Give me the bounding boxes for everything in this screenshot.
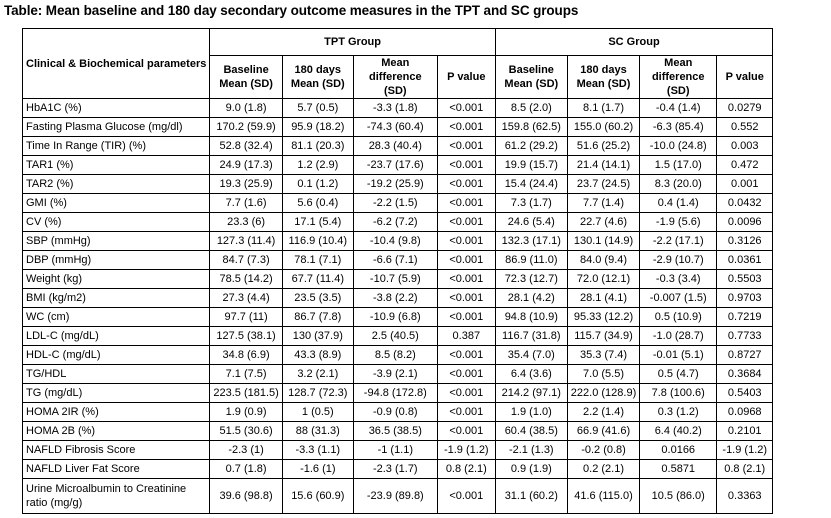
tpt-day180-cell: 15.6 (60.9): [282, 479, 353, 514]
sc-p-value-cell: -1.9 (1.2): [717, 441, 773, 460]
tpt-mean-diff-cell: 2.5 (40.5): [353, 327, 437, 346]
sc-p-value-cell: 0.0361: [717, 251, 773, 270]
tpt-mean-diff-cell: -10.9 (6.8): [353, 308, 437, 327]
sc-baseline-cell: 19.9 (15.7): [495, 156, 567, 175]
parameter-name: HOMA 2IR (%): [23, 403, 210, 422]
table-row: [23, 460, 773, 479]
sc-mean-diff-cell: -0.01 (5.1): [640, 346, 717, 365]
sc-mean-diff-cell: 6.4 (40.2): [640, 422, 717, 441]
parameter-name: LDL-C (mg/dL): [23, 327, 210, 346]
sc-mean-diff-header: Mean difference (SD): [640, 56, 717, 99]
sc-day180-cell: 115.7 (34.9): [567, 327, 639, 346]
tpt-baseline-cell: 84.7 (7.3): [210, 251, 282, 270]
sc-day180-cell: 7.0 (5.5): [567, 365, 639, 384]
tpt-baseline-cell: 39.6 (98.8): [210, 479, 282, 514]
table-title: Table: Mean baseline and 180 day secondary outcome measures in the TPT and SC groups: [4, 3, 579, 18]
sc-day180-cell: 21.4 (14.1): [567, 156, 639, 175]
tpt-mean-diff-cell: -10.7 (5.9): [353, 270, 437, 289]
tpt-p-value-cell: <0.001: [437, 384, 495, 403]
table-row: [23, 289, 773, 308]
sc-baseline-cell: 116.7 (31.8): [495, 327, 567, 346]
tpt-p-value-cell: <0.001: [437, 118, 495, 137]
sc-day180-cell: 130.1 (14.9): [567, 232, 639, 251]
tpt-baseline-cell: 23.3 (6): [210, 213, 282, 232]
parameter-name: NAFLD Liver Fat Score: [23, 460, 210, 479]
sc-pvalue-header: P value: [717, 56, 773, 99]
tpt-day180-cell: 0.1 (1.2): [282, 175, 353, 194]
sc-p-value-cell: 0.7733: [717, 327, 773, 346]
sc-baseline-cell: 0.9 (1.9): [495, 460, 567, 479]
sc-baseline-cell: 86.9 (11.0): [495, 251, 567, 270]
parameter-name: HOMA 2B (%): [23, 422, 210, 441]
tpt-day180-cell: 1.2 (2.9): [282, 156, 353, 175]
tpt-mean-diff-cell: 36.5 (38.5): [353, 422, 437, 441]
parameter-name: TAR2 (%): [23, 175, 210, 194]
tpt-mean-diff-cell: -74.3 (60.4): [353, 118, 437, 137]
sc-p-value-cell: 0.3684: [717, 365, 773, 384]
sc-180days-header: 180 days Mean (SD): [567, 56, 639, 99]
table-row: [23, 308, 773, 327]
tpt-day180-cell: 43.3 (8.9): [282, 346, 353, 365]
sc-baseline-cell: 15.4 (24.4): [495, 175, 567, 194]
sc-day180-cell: 95.33 (12.2): [567, 308, 639, 327]
tpt-day180-cell: 17.1 (5.4): [282, 213, 353, 232]
sc-p-value-cell: 0.5403: [717, 384, 773, 403]
tpt-mean-diff-cell: -94.8 (172.8): [353, 384, 437, 403]
sc-p-value-cell: 0.0432: [717, 194, 773, 213]
sc-mean-diff-cell: 0.5 (10.9): [640, 308, 717, 327]
sc-mean-diff-cell: 7.8 (100.6): [640, 384, 717, 403]
sc-mean-diff-cell: -1.0 (28.7): [640, 327, 717, 346]
sc-day180-cell: 8.1 (1.7): [567, 99, 639, 118]
tpt-baseline-cell: 51.5 (30.6): [210, 422, 282, 441]
tpt-baseline-cell: 24.9 (17.3): [210, 156, 282, 175]
tpt-baseline-header: Baseline Mean (SD): [210, 56, 282, 99]
sc-baseline-cell: 1.9 (1.0): [495, 403, 567, 422]
tpt-day180-cell: 95.9 (18.2): [282, 118, 353, 137]
tpt-baseline-cell: 97.7 (11): [210, 308, 282, 327]
sc-p-value-cell: 0.8 (2.1): [717, 460, 773, 479]
outcome-table: [22, 28, 773, 514]
tpt-baseline-cell: 52.8 (32.4): [210, 137, 282, 156]
sc-baseline-cell: 8.5 (2.0): [495, 99, 567, 118]
tpt-baseline-cell: 34.8 (6.9): [210, 346, 282, 365]
sc-p-value-cell: 0.5503: [717, 270, 773, 289]
sc-group-header: SC Group: [495, 29, 772, 56]
sc-p-value-cell: 0.3126: [717, 232, 773, 251]
tpt-pvalue-header: P value: [437, 56, 495, 99]
table-row: [23, 327, 773, 346]
sc-mean-diff-cell: 0.0166: [640, 441, 717, 460]
tpt-p-value-cell: <0.001: [437, 422, 495, 441]
tpt-180days-header: 180 days Mean (SD): [282, 56, 353, 99]
tpt-mean-diff-cell: 28.3 (40.4): [353, 137, 437, 156]
tpt-day180-cell: 81.1 (20.3): [282, 137, 353, 156]
tpt-baseline-cell: 7.1 (7.5): [210, 365, 282, 384]
sc-day180-cell: 0.2 (2.1): [567, 460, 639, 479]
sc-mean-diff-cell: 0.4 (1.4): [640, 194, 717, 213]
sc-mean-diff-cell: -1.9 (5.6): [640, 213, 717, 232]
sc-day180-cell: 222.0 (128.9): [567, 384, 639, 403]
sc-p-value-cell: 0.0968: [717, 403, 773, 422]
tpt-day180-cell: 88 (31.3): [282, 422, 353, 441]
tpt-day180-cell: 3.2 (2.1): [282, 365, 353, 384]
tpt-p-value-cell: <0.001: [437, 346, 495, 365]
tpt-baseline-cell: 7.7 (1.6): [210, 194, 282, 213]
tpt-p-value-cell: <0.001: [437, 479, 495, 514]
tpt-mean-diff-cell: 8.5 (8.2): [353, 346, 437, 365]
sc-day180-cell: 23.7 (24.5): [567, 175, 639, 194]
sc-mean-diff-cell: -2.2 (17.1): [640, 232, 717, 251]
tpt-p-value-cell: 0.387: [437, 327, 495, 346]
table-row: [23, 422, 773, 441]
parameter-name: NAFLD Fibrosis Score: [23, 441, 210, 460]
sc-mean-diff-cell: 0.3 (1.2): [640, 403, 717, 422]
sc-baseline-cell: 6.4 (3.6): [495, 365, 567, 384]
tpt-p-value-cell: <0.001: [437, 403, 495, 422]
sc-day180-cell: 51.6 (25.2): [567, 137, 639, 156]
parameter-name: TAR1 (%): [23, 156, 210, 175]
tpt-p-value-cell: <0.001: [437, 308, 495, 327]
tpt-mean-diff-cell: -0.9 (0.8): [353, 403, 437, 422]
sc-mean-diff-cell: -0.4 (1.4): [640, 99, 717, 118]
sc-baseline-cell: 7.3 (1.7): [495, 194, 567, 213]
sc-baseline-cell: 60.4 (38.5): [495, 422, 567, 441]
parameter-name: TG/HDL: [23, 365, 210, 384]
sc-mean-diff-cell: -0.3 (3.4): [640, 270, 717, 289]
tpt-mean-diff-cell: -23.7 (17.6): [353, 156, 437, 175]
sc-day180-cell: 84.0 (9.4): [567, 251, 639, 270]
tpt-mean-diff-cell: -3.8 (2.2): [353, 289, 437, 308]
sc-baseline-cell: 31.1 (60.2): [495, 479, 567, 514]
parameter-name: WC (cm): [23, 308, 210, 327]
tpt-mean-diff-cell: -1 (1.1): [353, 441, 437, 460]
tpt-baseline-cell: 170.2 (59.9): [210, 118, 282, 137]
parameter-name: Time In Range (TIR) (%): [23, 137, 210, 156]
table-row: [23, 156, 773, 175]
tpt-day180-cell: 23.5 (3.5): [282, 289, 353, 308]
tpt-p-value-cell: <0.001: [437, 194, 495, 213]
tpt-p-value-cell: <0.001: [437, 251, 495, 270]
tpt-p-value-cell: <0.001: [437, 213, 495, 232]
sc-p-value-cell: 0.552: [717, 118, 773, 137]
sc-p-value-cell: 0.7219: [717, 308, 773, 327]
sc-baseline-cell: -2.1 (1.3): [495, 441, 567, 460]
tpt-mean-diff-cell: -6.6 (7.1): [353, 251, 437, 270]
table-row: [23, 441, 773, 460]
table-row: [23, 118, 773, 137]
sc-baseline-cell: 24.6 (5.4): [495, 213, 567, 232]
sc-day180-cell: 35.3 (7.4): [567, 346, 639, 365]
sc-p-value-cell: 0.0096: [717, 213, 773, 232]
table-row: [23, 251, 773, 270]
tpt-baseline-cell: 223.5 (181.5): [210, 384, 282, 403]
sc-mean-diff-cell: -0.007 (1.5): [640, 289, 717, 308]
sc-day180-cell: 66.9 (41.6): [567, 422, 639, 441]
sc-baseline-cell: 159.8 (62.5): [495, 118, 567, 137]
sc-p-value-cell: 0.8727: [717, 346, 773, 365]
sc-mean-diff-cell: -2.9 (10.7): [640, 251, 717, 270]
tpt-baseline-cell: 9.0 (1.8): [210, 99, 282, 118]
tpt-p-value-cell: <0.001: [437, 156, 495, 175]
sc-day180-cell: 2.2 (1.4): [567, 403, 639, 422]
tpt-day180-cell: 128.7 (72.3): [282, 384, 353, 403]
sc-p-value-cell: 0.472: [717, 156, 773, 175]
tpt-baseline-cell: 1.9 (0.9): [210, 403, 282, 422]
tpt-day180-cell: 67.7 (11.4): [282, 270, 353, 289]
sc-p-value-cell: 0.0279: [717, 99, 773, 118]
tpt-p-value-cell: <0.001: [437, 232, 495, 251]
tpt-day180-cell: 1 (0.5): [282, 403, 353, 422]
tpt-p-value-cell: <0.001: [437, 365, 495, 384]
tpt-day180-cell: 5.7 (0.5): [282, 99, 353, 118]
tpt-baseline-cell: 0.7 (1.8): [210, 460, 282, 479]
table-row: [23, 194, 773, 213]
table-row: [23, 270, 773, 289]
parameter-name: SBP (mmHg): [23, 232, 210, 251]
tpt-mean-diff-cell: -2.3 (1.7): [353, 460, 437, 479]
tpt-p-value-cell: <0.001: [437, 289, 495, 308]
tpt-mean-diff-cell: -23.9 (89.8): [353, 479, 437, 514]
parameter-name: Weight (kg): [23, 270, 210, 289]
sc-p-value-cell: 0.9703: [717, 289, 773, 308]
sc-baseline-cell: 61.2 (29.2): [495, 137, 567, 156]
tpt-day180-cell: -1.6 (1): [282, 460, 353, 479]
parameter-name: DBP (mmHg): [23, 251, 210, 270]
table-row: [23, 99, 773, 118]
sc-day180-cell: 28.1 (4.1): [567, 289, 639, 308]
tpt-mean-diff-cell: -10.4 (9.8): [353, 232, 437, 251]
sc-mean-diff-cell: -6.3 (85.4): [640, 118, 717, 137]
parameter-name: HDL-C (mg/dL): [23, 346, 210, 365]
sc-baseline-cell: 28.1 (4.2): [495, 289, 567, 308]
table-row: [23, 403, 773, 422]
table-row: [23, 137, 773, 156]
sc-mean-diff-cell: 8.3 (20.0): [640, 175, 717, 194]
sc-p-value-cell: 0.2101: [717, 422, 773, 441]
sc-baseline-header: Baseline Mean (SD): [495, 56, 567, 99]
table-row: [23, 365, 773, 384]
sc-day180-cell: 72.0 (12.1): [567, 270, 639, 289]
sc-day180-cell: 155.0 (60.2): [567, 118, 639, 137]
table-body: [23, 99, 773, 514]
tpt-day180-cell: 116.9 (10.4): [282, 232, 353, 251]
tpt-baseline-cell: 27.3 (4.4): [210, 289, 282, 308]
table-row: [23, 213, 773, 232]
sc-p-value-cell: 0.003: [717, 137, 773, 156]
table-row: [23, 346, 773, 365]
sc-mean-diff-cell: -10.0 (24.8): [640, 137, 717, 156]
tpt-mean-diff-cell: -19.2 (25.9): [353, 175, 437, 194]
parameter-name: TG (mg/dL): [23, 384, 210, 403]
sc-baseline-cell: 72.3 (12.7): [495, 270, 567, 289]
table-row: [23, 479, 773, 514]
tpt-mean-diff-cell: -2.2 (1.5): [353, 194, 437, 213]
tpt-day180-cell: 86.7 (7.8): [282, 308, 353, 327]
parameter-name: Fasting Plasma Glucose (mg/dl): [23, 118, 210, 137]
sc-day180-cell: 41.6 (115.0): [567, 479, 639, 514]
sc-day180-cell: 7.7 (1.4): [567, 194, 639, 213]
parameter-name: HbA1C (%): [23, 99, 210, 118]
parameter-name: CV (%): [23, 213, 210, 232]
sc-p-value-cell: 0.001: [717, 175, 773, 194]
tpt-mean-diff-cell: -6.2 (7.2): [353, 213, 437, 232]
table-row: [23, 232, 773, 251]
header-row-groups: [23, 29, 773, 56]
sc-mean-diff-cell: 1.5 (17.0): [640, 156, 717, 175]
tpt-baseline-cell: 19.3 (25.9): [210, 175, 282, 194]
table-row: [23, 175, 773, 194]
tpt-p-value-cell: <0.001: [437, 175, 495, 194]
tpt-group-header: TPT Group: [210, 29, 495, 56]
tpt-p-value-cell: <0.001: [437, 137, 495, 156]
sc-mean-diff-cell: 0.5 (4.7): [640, 365, 717, 384]
sc-baseline-cell: 35.4 (7.0): [495, 346, 567, 365]
tpt-p-value-cell: 0.8 (2.1): [437, 460, 495, 479]
param-column-header: Clinical & Biochemical parameters: [23, 29, 210, 99]
tpt-baseline-cell: 127.3 (11.4): [210, 232, 282, 251]
sc-p-value-cell: 0.3363: [717, 479, 773, 514]
tpt-baseline-cell: -2.3 (1): [210, 441, 282, 460]
table-row: [23, 384, 773, 403]
tpt-day180-cell: -3.3 (1.1): [282, 441, 353, 460]
sc-day180-cell: -0.2 (0.8): [567, 441, 639, 460]
sc-mean-diff-cell: 0.5871: [640, 460, 717, 479]
sc-baseline-cell: 132.3 (17.1): [495, 232, 567, 251]
tpt-baseline-cell: 127.5 (38.1): [210, 327, 282, 346]
tpt-day180-cell: 5.6 (0.4): [282, 194, 353, 213]
parameter-name: Urine Microalbumin to Creatinine ratio (mg/g): [23, 479, 210, 514]
tpt-p-value-cell: -1.9 (1.2): [437, 441, 495, 460]
sc-baseline-cell: 94.8 (10.9): [495, 308, 567, 327]
parameter-name: GMI (%): [23, 194, 210, 213]
sc-day180-cell: 22.7 (4.6): [567, 213, 639, 232]
tpt-baseline-cell: 78.5 (14.2): [210, 270, 282, 289]
tpt-mean-diff-cell: -3.9 (2.1): [353, 365, 437, 384]
sc-baseline-cell: 214.2 (97.1): [495, 384, 567, 403]
parameter-name: BMI (kg/m2): [23, 289, 210, 308]
tpt-p-value-cell: <0.001: [437, 99, 495, 118]
tpt-p-value-cell: <0.001: [437, 270, 495, 289]
tpt-mean-diff-header: Mean difference (SD): [353, 56, 437, 99]
sc-mean-diff-cell: 10.5 (86.0): [640, 479, 717, 514]
tpt-day180-cell: 130 (37.9): [282, 327, 353, 346]
tpt-mean-diff-cell: -3.3 (1.8): [353, 99, 437, 118]
tpt-day180-cell: 78.1 (7.1): [282, 251, 353, 270]
